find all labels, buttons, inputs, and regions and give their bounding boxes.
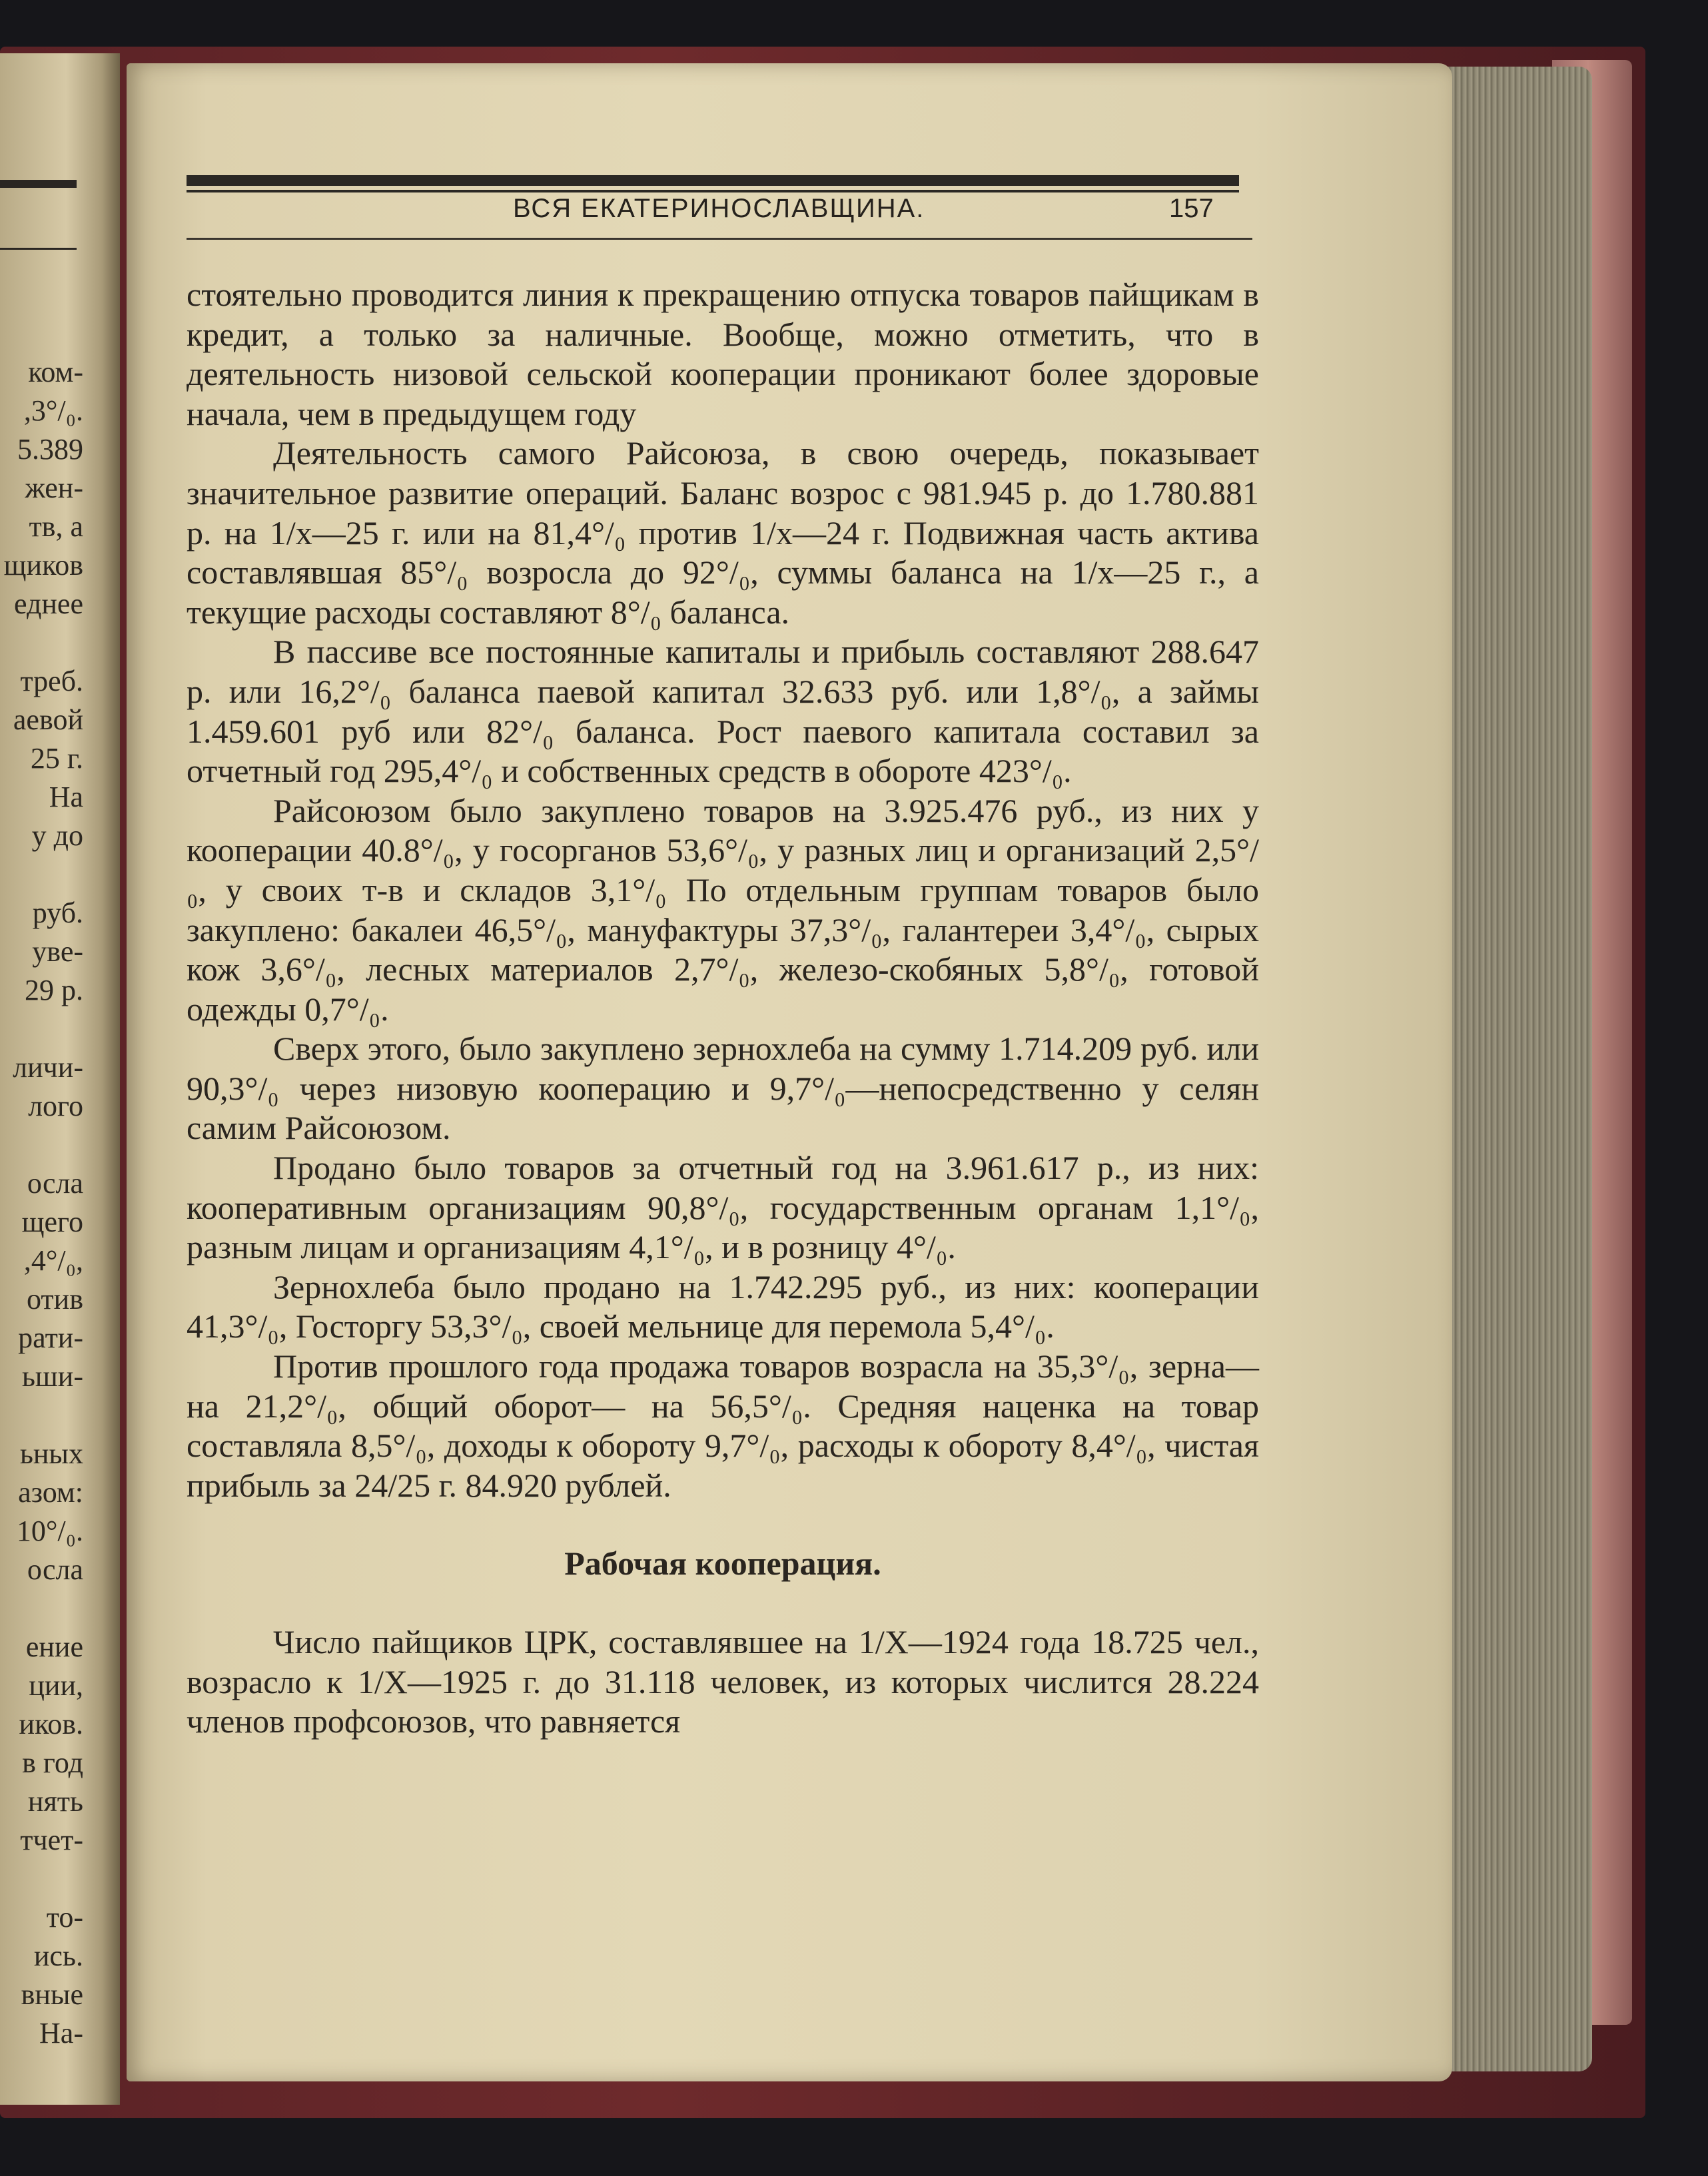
previous-page-fragment: азом: [18, 1476, 83, 1509]
previous-page-fragment [0, 1126, 83, 1164]
book-page [127, 63, 1452, 2081]
paragraph-grain-sales: Зернохлеба было продано на 1.742.295 руб., из них: кооперации 41,3°/₀, Госторгу 53,3°/₀, своей мельнице для перемола 5,4°/₀. [187, 1268, 1259, 1345]
previous-page-fragment: еднее [14, 587, 83, 620]
previous-page-fragment: лого [28, 1090, 83, 1122]
previous-page-fragment: иков. [19, 1708, 83, 1740]
previous-page-rule-thin [0, 248, 77, 250]
previous-page-fragment: в год [22, 1746, 83, 1779]
previous-page-fragment [0, 623, 83, 662]
previous-page-text-fragments [0, 353, 83, 2053]
running-title: ВСЯ ЕКАТЕРИНОСЛАВЩИНА. [513, 194, 925, 223]
previous-page-fragment: На- [39, 2017, 83, 2049]
previous-page-fragment: осла [27, 1167, 83, 1200]
previous-page-fragment: тв, а [29, 510, 83, 543]
previous-page-fragment: 29 р. [25, 974, 83, 1006]
page-body [187, 275, 1259, 1742]
previous-page-fragment: тчет- [20, 1824, 83, 1856]
previous-page-fragment: жен- [25, 472, 83, 504]
previous-page-fragment: На [49, 781, 83, 813]
section-heading: Рабочая кооперация. [564, 1545, 881, 1583]
header-rule-thick [187, 175, 1239, 186]
previous-page-edge [0, 53, 120, 2105]
previous-page-fragment: вные [21, 1978, 83, 2011]
previous-page-fragment: 25 г. [30, 742, 83, 775]
previous-page-fragment: ,4°/₀, [23, 1244, 83, 1277]
previous-page-fragment: ком- [28, 356, 83, 388]
paragraph-raisoyuz-activity: Деятельность самого Райсоюза, в свою очередь, показывает значительное развитие операций. Баланс возрос с 981.945 р. до 1.780.881 р. на 1/х—25 г. или на 81,4°/₀ против 1/х—24 г. Подвижная часть актива составлявшая 85°/₀ возросла до 92°/₀, суммы баланса на 1/х—25 г., а текущие расходы составляют 8°/₀ баланса. [187, 434, 1259, 631]
previous-page-fragment: нять [27, 1785, 83, 1818]
previous-page-fragment [0, 1589, 83, 1628]
page-block-edge [1446, 67, 1592, 2071]
previous-page-fragment [0, 855, 83, 894]
paragraph-grain-purchases: Сверх этого, было закуплено зернохлеба на сумму 1.714.209 руб. или 90,3°/₀ через низовую кооперацию и 9,7°/₀—непосредственно у селян самим Райсоюзом. [187, 1030, 1259, 1147]
page-number: 157 [1169, 194, 1214, 223]
paragraph-comparison: Против прошлого года продажа товаров возрасла на 35,3°/₀, зерна—на 21,2°/₀, общий оборот— на 56,5°/₀. Средняя наценка на товар составляла 8,5°/₀, доходы к обороту 9,7°/₀, расходы к обороту 8,4°/₀, чистая прибыль за 24/25 г. 84.920 рублей. [187, 1347, 1259, 1504]
previous-page-fragment: отив [27, 1283, 83, 1315]
previous-page-fragment: то- [46, 1901, 83, 1934]
previous-page-fragment [0, 1010, 83, 1048]
previous-page-fragment: осла [27, 1553, 83, 1586]
previous-page-fragment: рати- [18, 1321, 83, 1354]
previous-page-fragment: уве- [32, 935, 83, 968]
previous-page-fragment: ,3°/₀. [23, 394, 83, 427]
previous-page-fragment [0, 1396, 83, 1435]
previous-page-fragment: аевой [13, 703, 83, 736]
previous-page-rule [0, 180, 77, 188]
previous-page-fragment: треб. [20, 665, 83, 697]
previous-page-fragment: щего [21, 1206, 83, 1238]
previous-page-fragment [0, 1860, 83, 1898]
previous-page-fragment: 5.389 [17, 433, 83, 466]
previous-page-fragment: щиков [3, 549, 83, 581]
previous-page-fragment: ции, [29, 1669, 83, 1702]
header-underline [187, 238, 1252, 240]
paragraph-purchases: Райсоюзом было закуплено товаров на 3.925.476 руб., из них у кооперации 40.8°/₀, у госорганов 53,6°/₀, у разных лиц и организаций 2,5°/₀, у своих т-в и складов 3,1°/₀ По отдельным группам товаров было закуплено: бакалеи 46,5°/₀, мануфактуры 37,3°/₀, галантереи 3,4°/₀, сырых кож 3,6°/₀, лесных материалов 2,7°/₀, железо-скобяных 5,8°/₀, готовой одежды 0,7°/₀. [187, 791, 1259, 1028]
header-rule-thin [187, 190, 1239, 192]
previous-page-fragment: у до [31, 819, 83, 852]
previous-page-fragment: ьных [19, 1437, 83, 1470]
paragraph-liabilities: В пассиве все постоянные капиталы и прибыль составляют 288.647 р. или 16,2°/₀ баланса паевой капитал 32.633 руб. или 1,8°/₀, а займы 1.459.601 руб или 82°/₀ баланса. Рост паевого капитала составил за отчетный год 295,4°/₀ и собственных средств в обороте 423°/₀. [187, 633, 1259, 790]
paragraph-sales: Продано было товаров за отчетный год на 3.961.617 р., из них: кооперативным организациям 90,8°/₀, государственным органам 1,1°/₀, разным лицам и организациям 4,1°/₀, и в розницу 4°/₀. [187, 1149, 1259, 1266]
previous-page-fragment: ьши- [21, 1360, 83, 1393]
previous-page-fragment: 10°/₀. [16, 1515, 83, 1547]
previous-page-fragment: руб. [32, 897, 83, 929]
paragraph-continuation: стоятельно проводится линия к прекращению отпуска товаров пайщикам в кредит, а только за наличные. Вообще, можно отметить, что в деятельность низовой сельской кооперации проникают более здоровые начала, чем в предыдущем году [187, 276, 1259, 432]
previous-page-fragment: личи- [13, 1051, 83, 1084]
previous-page-fragment: ение [25, 1631, 83, 1663]
previous-page-fragment: ись. [33, 1940, 83, 1972]
paragraph-workers-cooperation: Число пайщиков ЦРК, составлявшее на 1/Х—1924 года 18.725 чел., возрасло к 1/Х—1925 г. до 31.118 человек, из которых числится 28.224 членов профсоюзов, что равняется [187, 1623, 1259, 1740]
